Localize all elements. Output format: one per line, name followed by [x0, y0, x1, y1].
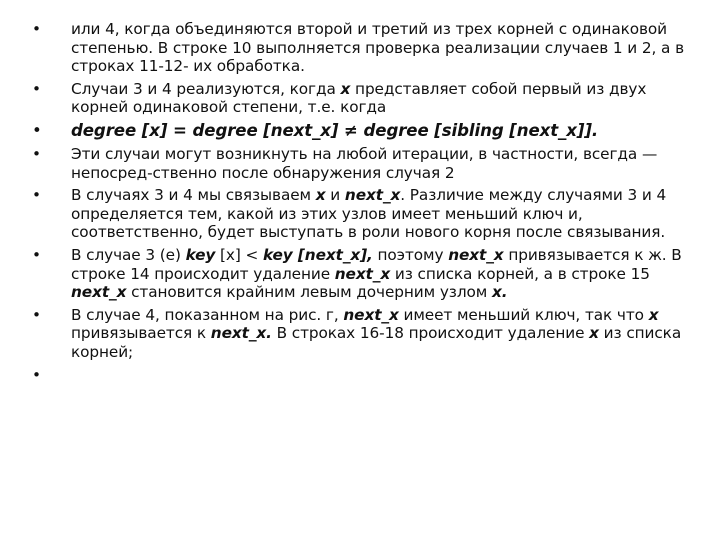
text: и — [325, 186, 345, 205]
text: В случаях 3 и 4 мы связываем — [71, 186, 316, 205]
text: становится крайним левым дочерним узлом — [126, 283, 492, 302]
bullet-item-6 — [32, 246, 692, 302]
text: или 4, когда объединяются второй и третий из трех корней с одинаковой степенью. В строке 10 выполняется проверка реализации случаев 1 и 2, а в строках 11-12- их обработка. — [71, 20, 684, 76]
bullet-marker: • — [32, 20, 41, 38]
bullet-marker: • — [32, 120, 42, 140]
text: поэтому — [372, 245, 449, 264]
bold-italic-text: x — [315, 186, 326, 205]
bold-italic-text: next_x — [343, 305, 399, 324]
text: представляет собой первый из двух корней одинаковой степени, т.е. когда — [71, 79, 647, 117]
bold-italic-text: next_x. — [210, 324, 272, 343]
bold-italic-text: key [next_x], — [262, 245, 373, 264]
bold-italic-text: x. — [491, 283, 508, 302]
bullet-item-7 — [32, 306, 692, 362]
bullet-marker: • — [32, 79, 41, 98]
bold-italic-text: next_x — [344, 186, 401, 205]
bullet-item-8-empty — [32, 366, 692, 388]
bullet-list — [32, 20, 692, 388]
text: имеет меньший ключ, так что — [398, 305, 649, 324]
text: [x] < — [215, 245, 263, 264]
text: В случае 4, показанном на рис. г, — [71, 305, 344, 324]
text: привязывается к ж. В строке 14 происходит удаление — [71, 245, 682, 283]
bullet-marker: • — [32, 144, 41, 163]
text: Случаи 3 и 4 реализуются, когда — [71, 79, 341, 98]
bullet-marker: • — [32, 186, 41, 205]
bold-italic-text: x — [340, 79, 351, 98]
text: В строках 16-18 происходит удаление — [271, 324, 590, 343]
bullet-item-2 — [32, 80, 692, 117]
bold-italic-text: next_x — [334, 264, 391, 283]
text: привязывается к — [71, 324, 211, 343]
bullet-item-4 — [32, 145, 692, 182]
text: Эти случаи могут возникнуть на любой итерации, в частности, всегда — непосред-ственно после обнаружения случая 2 — [71, 144, 658, 182]
bold-italic-text: key — [185, 245, 216, 264]
bold-italic-text: x — [648, 305, 659, 324]
bullet-marker: • — [32, 365, 41, 384]
text: . Различие между случаями 3 и 4 определяется тем, какой из этих узлов имеет меньший ключ и, соответственно, будет выступать в роли нового корня после связывания. — [71, 186, 667, 242]
text: из списка корней, а в строке 15 — [390, 264, 650, 283]
bullet-item-1 — [32, 20, 692, 76]
bullet-marker: • — [32, 305, 41, 324]
bullet-marker: • — [32, 245, 41, 264]
bold-italic-text: next_x — [448, 245, 504, 264]
formula-text: degree [x] = degree [next_x] ≠ degree [sibling [next_x]]. — [71, 120, 599, 140]
bold-italic-text: x — [589, 324, 599, 343]
text: из списка корней; — [71, 324, 682, 361]
bullet-item-5 — [32, 186, 692, 242]
bullet-item-3 — [32, 121, 692, 141]
text: В случае 3 (е) — [71, 245, 186, 264]
bold-italic-text: next_x — [71, 283, 127, 302]
